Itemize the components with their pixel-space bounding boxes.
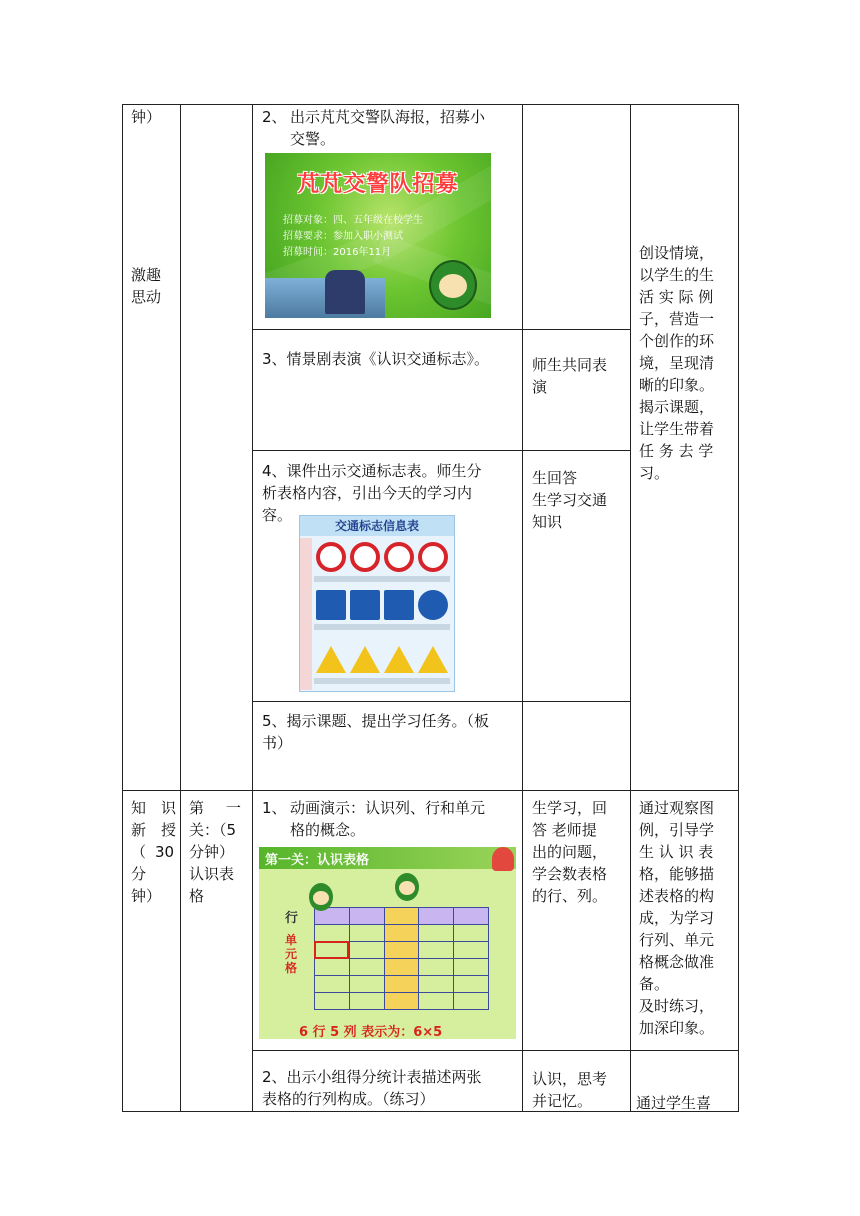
k2-activity-line1: 认识，思考 [532, 1070, 608, 1088]
grid-cell [418, 992, 454, 1010]
grid-cell [453, 958, 489, 976]
k2-intent-line1: 通过学生喜 [636, 1094, 712, 1112]
underpass-sign-icon [350, 590, 380, 620]
crosswalk-sign-icon [384, 590, 414, 620]
grid-cell [384, 924, 420, 942]
sign-caption [416, 678, 450, 684]
document-page: 钟） 激趣 思动 知 识 新 授 （ 30 分 钟） 第 一 关：（5 分钟） 认识表 格 2、 出示芃芃交警队海报，招募小 交警。 芃芃交警队招募 招募对象：四、五年级在校学生 招募要求：参加入职小测试 招募时间：2016年11月 3、情景剧表演《认识交通标志》。 师生共同表 演 4、课件出示交通标志表。师生分 析表格内容，引出今天的学习内 容。 生回答 生学习交通 知识 交通标志信息表 5、揭示课题、提出学习任务。（板 书） 创设情境， 以学生的生 活 实 际 例 子，营造一 个创作的环 境，呈现清 晰的印象。 揭示课题， 让学生带着 任 务 去 学 习。 1、 动画演示：认识列、行和单元 格的概念。 生学习，回 答 老师提 出的问题， 学会数表格 的行、列。 通过观察图 例，引导学 生 认 识 表 格，能够描 述表格的构 成，为学习 行列、单元 格概念做准 备。 及时练习， 加深印象。 第一关：认识表格 行 单元格 6 行 5 列 表示为：6×5 2、出示小组得分统计表描述两张 表格的行列构成。（练习） 认识，思考 并记忆。 通过学生喜 [0, 0, 860, 1216]
recruitment-poster-image [265, 153, 491, 318]
k2-text-line2: 表格的行列构成。（练习） [262, 1090, 435, 1108]
sign-caption [348, 624, 382, 630]
highlighted-cell [314, 941, 349, 959]
sign-caption [382, 576, 416, 582]
no-bicycle-sign-icon [384, 542, 414, 572]
row-divider-step4 [252, 450, 630, 451]
mascot-icon [309, 883, 333, 911]
step4-activity-line2: 生学习交通 [532, 491, 608, 509]
k1-number: 1、 [262, 799, 287, 817]
phase-time-tail: 钟） [131, 108, 162, 126]
grid-cell [349, 958, 385, 976]
poster-title: 芃芃交警队招募 [297, 172, 459, 197]
table-divider-col5 [630, 104, 631, 1112]
slide-footer-text: 6 行 5 列 表示为：6×5 [299, 1025, 443, 1040]
sign-caption [382, 624, 416, 630]
sign-caption [416, 576, 450, 582]
row-label: 行 [285, 911, 299, 926]
grid-cell [384, 975, 420, 993]
caution-warning-sign-icon [350, 646, 380, 673]
step3-text: 3、情景剧表演《认识交通标志》。 [262, 350, 490, 368]
sign-caption [314, 576, 348, 582]
k1-text-line2: 格的概念。 [290, 821, 366, 839]
row-divider-step5 [252, 701, 630, 702]
grid-cell [314, 992, 350, 1010]
grid-cell [349, 941, 385, 959]
poster-line-time: 招募时间：2016年11月 [283, 247, 392, 258]
grid-cell [418, 907, 454, 925]
grid-cell [453, 941, 489, 959]
grid-cell [418, 924, 454, 942]
k2-text-line1: 2、出示小组得分统计表描述两张 [262, 1068, 482, 1086]
step4-activity-line1: 生回答 [532, 469, 578, 487]
grid-cell [314, 958, 350, 976]
grid-cell [453, 975, 489, 993]
poster-traffic-police-photo [325, 270, 365, 314]
grid-cell [418, 975, 454, 993]
grid-cell [314, 924, 350, 942]
step2-text-line1: 出示芃芃交警队海报，招募小 [290, 108, 486, 126]
row-divider-section [122, 790, 739, 791]
grid-cell [453, 924, 489, 942]
sign-caption [314, 624, 348, 630]
step2-number: 2、 [262, 108, 287, 126]
table-divider-col2 [180, 104, 181, 1112]
step3-activity-line1: 师生共同表 [532, 356, 608, 374]
grid-cell [418, 958, 454, 976]
poster-line-requirement: 招募要求：参加入职小测试 [283, 231, 403, 242]
sign-caption [382, 678, 416, 684]
sign-caption [348, 678, 382, 684]
table-border-left [122, 104, 123, 1112]
grid-cell [453, 992, 489, 1010]
step5-text-line1: 5、揭示课题、提出学习任务。（板 [262, 712, 490, 730]
sign-table-side-labels [300, 538, 312, 690]
grid-cell [349, 992, 385, 1010]
step5-text-line2: 书） [262, 734, 293, 752]
step4-text-line3: 容。 [262, 506, 293, 524]
step3-activity-line2: 演 [532, 378, 548, 396]
step2-text-line2: 交警。 [290, 130, 336, 148]
table-divider-col3 [252, 104, 253, 1112]
sign-table-title: 交通标志信息表 [300, 516, 454, 536]
grid-cell [349, 907, 385, 925]
traffic-light-warning-sign-icon [384, 646, 414, 673]
sign-caption [416, 624, 450, 630]
pedestrian-warning-sign-icon [418, 646, 448, 673]
cell-label: 单元格 [285, 933, 298, 975]
overpass-sign-icon [316, 590, 346, 620]
phase-name-motivation: 激趣 思动 [131, 266, 162, 306]
slide-header-text: 第一关：认识表格 [265, 853, 370, 868]
no-entry-sign-icon [316, 542, 346, 572]
poster-mascot-icon [429, 260, 477, 310]
poster-line-target: 招募对象：四、五年级在校学生 [283, 215, 423, 226]
step4-activity-line3: 知识 [532, 513, 563, 531]
k1-text-line1: 动画演示：认识列、行和单元 [290, 799, 486, 817]
grid-cell [384, 992, 420, 1010]
k2-activity-line2: 并记忆。 [532, 1092, 593, 1110]
step4-text-line1: 4、课件出示交通标志表。师生分 [262, 462, 482, 480]
grid-cell [453, 907, 489, 925]
mascot-icon [395, 873, 419, 901]
sign-caption [314, 678, 348, 684]
grid-cell [418, 941, 454, 959]
table-divider-col4 [522, 104, 523, 1112]
table-concept-slide-image [259, 847, 516, 1039]
slide-character-icon [492, 847, 514, 871]
sign-caption [348, 576, 382, 582]
grid-cell [384, 907, 420, 925]
children-warning-sign-icon [316, 646, 346, 673]
no-pedestrian-sign-icon [350, 542, 380, 572]
traffic-sign-table-image [299, 515, 455, 692]
row-divider-k2 [252, 1050, 739, 1051]
grid-cell [384, 941, 420, 959]
grid-cell [349, 975, 385, 993]
grid-cell [349, 924, 385, 942]
pedestrian-walk-sign-icon [418, 590, 448, 620]
no-tricycle-sign-icon [418, 542, 448, 572]
table-border-top [122, 104, 739, 105]
step4-text-line2: 析表格内容，引出今天的学习内 [262, 484, 473, 502]
row-divider-step3 [252, 329, 630, 330]
grid-cell [384, 958, 420, 976]
grid-cell [314, 975, 350, 993]
table-border-right [738, 104, 739, 1112]
